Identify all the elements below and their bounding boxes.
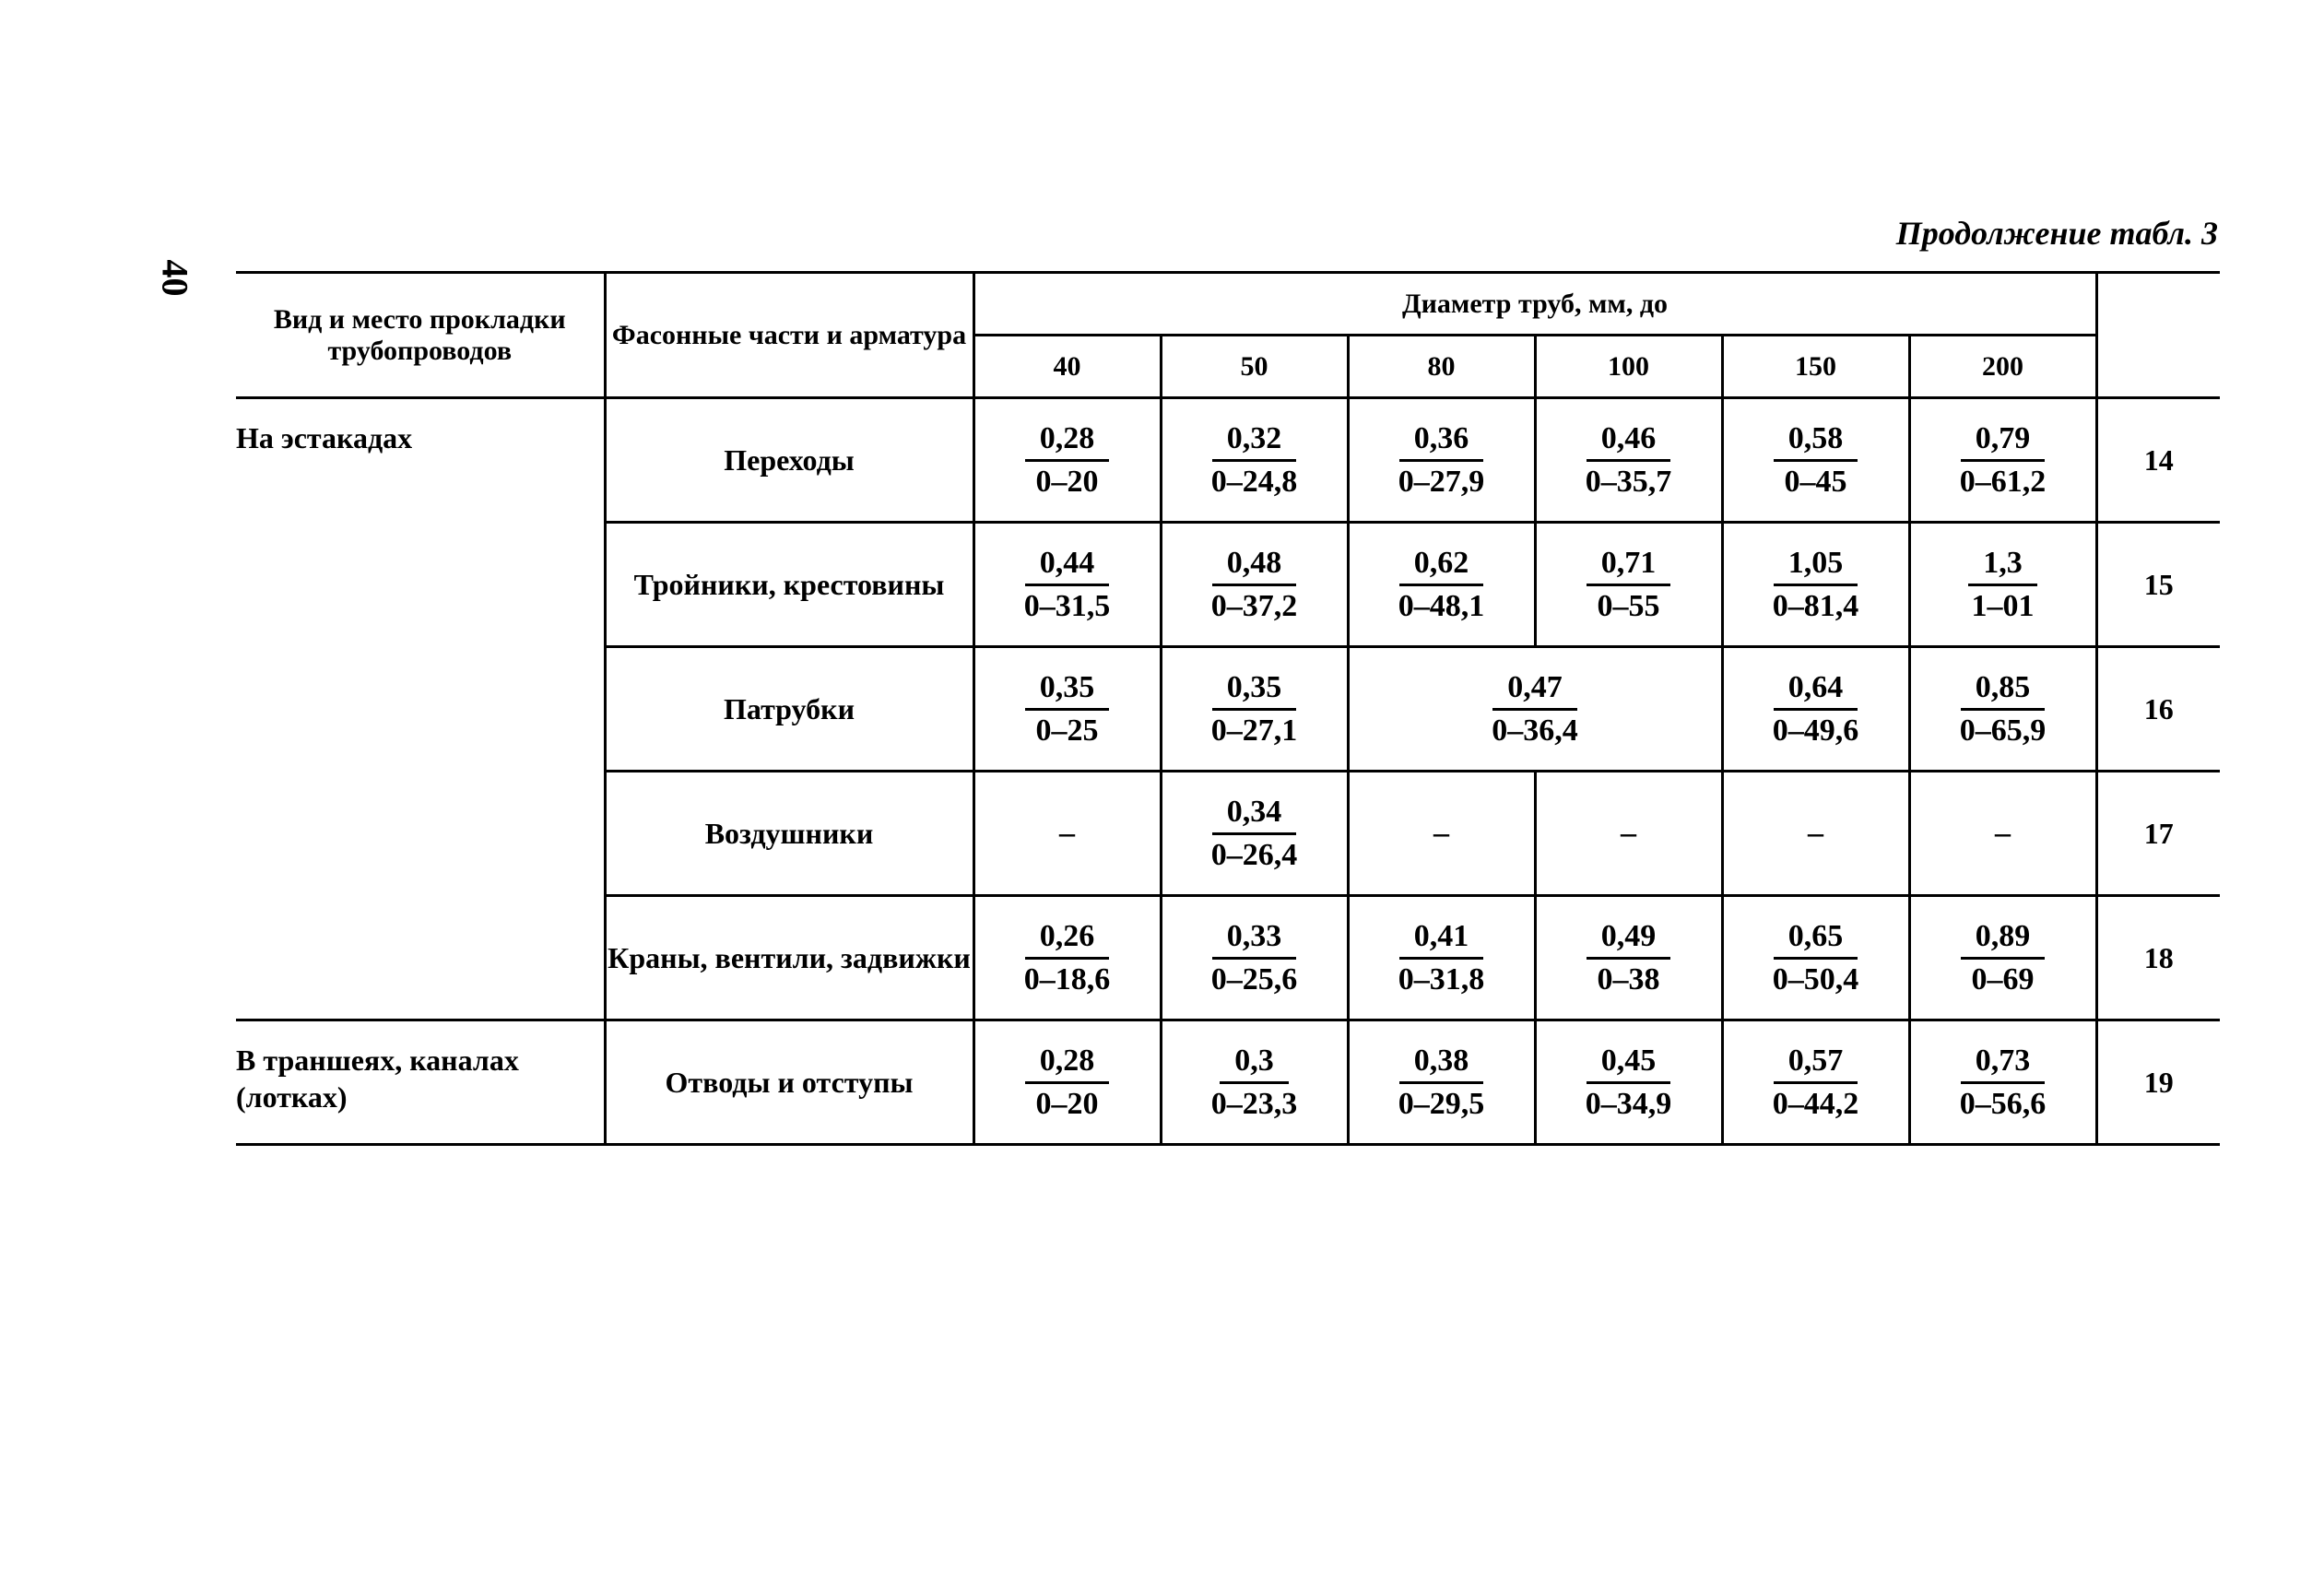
value-fraction: $\frac{0,28}{0-20}$: [1021, 419, 1114, 502]
empty-value-dash: –: [1433, 816, 1449, 850]
table-row: [236, 398, 2220, 523]
value-fraction: $\frac{0,26}{0-18,6}$: [1009, 916, 1126, 1000]
value-fraction: $\frac{0,73}{0-56,6}$: [1945, 1041, 2061, 1125]
header-kind: Вид и место прокладки трубопроводов: [236, 273, 605, 398]
header-diameter: Диаметр труб, мм, до: [973, 273, 2096, 336]
value-fraction: $\frac{0,89}{0-69}$: [1957, 916, 2049, 1000]
value-fraction: $\frac{0,33}{0-25,6}$: [1197, 916, 1313, 1000]
part-name: Отводы и отступы: [605, 1020, 973, 1145]
part-name: Тройники, крестовины: [605, 523, 973, 647]
value-fraction: $\frac{0,47}{0-36,4}$: [1477, 667, 1593, 751]
header-part: Фасонные части и арматура: [605, 273, 973, 398]
part-name: Воздушники: [605, 772, 973, 896]
value-fraction: $\frac{0,44}{0-31,5}$: [1009, 543, 1126, 627]
header-diameter-80: 80: [1348, 336, 1535, 398]
part-name: Краны, вентили, задвижки: [605, 896, 973, 1020]
page-number: 40: [154, 259, 196, 297]
row-index: 18: [2096, 896, 2220, 1020]
value-fraction: $\frac{0,35}{0-25}$: [1021, 667, 1114, 751]
header-index: [2096, 273, 2220, 398]
group-label: В траншеях, каналах (лотках): [236, 1020, 605, 1145]
value-fraction: $\frac{0,46}{0-35,7}$: [1571, 419, 1687, 502]
table-row: [236, 1020, 2220, 1145]
row-index: 17: [2096, 772, 2220, 896]
empty-value-dash: –: [1059, 816, 1075, 850]
header-diameter-50: 50: [1161, 336, 1348, 398]
value-fraction: $\frac{0,71}{0-55}$: [1583, 543, 1675, 627]
value-fraction: $\frac{0,38}{0-29,5}$: [1384, 1041, 1500, 1125]
value-fraction: $\frac{0,64}{0-49,6}$: [1758, 667, 1874, 751]
row-index: 16: [2096, 647, 2220, 772]
value-fraction: $\frac{0,79}{0-61,2}$: [1945, 419, 2061, 502]
value-fraction: $\frac{1,05}{0-81,4}$: [1758, 543, 1874, 627]
value-fraction: $\frac{0,32}{0-24,8}$: [1197, 419, 1313, 502]
row-index: 15: [2096, 523, 2220, 647]
value-fraction: $\frac{0,65}{0-50,4}$: [1758, 916, 1874, 1000]
value-fraction: $\frac{0,85}{0-65,9}$: [1945, 667, 2061, 751]
value-fraction: $\frac{0,48}{0-37,2}$: [1197, 543, 1313, 627]
empty-value-dash: –: [1808, 816, 1823, 850]
group-label: На эстакадах: [236, 398, 605, 1020]
empty-value-dash: –: [1995, 816, 2011, 850]
value-fraction: $\frac{0,34}{0-26,4}$: [1197, 792, 1313, 876]
value-fraction: $\frac{0,57}{0-44,2}$: [1758, 1041, 1874, 1125]
pipe-fittings-table: [236, 271, 2220, 1146]
header-diameter-40: 40: [973, 336, 1161, 398]
value-fraction: $\frac{0,49}{0-38}$: [1583, 916, 1675, 1000]
part-name: Переходы: [605, 398, 973, 523]
header-diameter-150: 150: [1722, 336, 1909, 398]
header-diameter-100: 100: [1535, 336, 1722, 398]
table-continuation-caption: Продолжение табл. 3: [1895, 215, 2218, 252]
row-index: 14: [2096, 398, 2220, 523]
value-fraction: $\frac{0,36}{0-27,9}$: [1384, 419, 1500, 502]
value-fraction: $\frac{0,35}{0-27,1}$: [1197, 667, 1313, 751]
value-fraction: $\frac{0,62}{0-48,1}$: [1384, 543, 1500, 627]
header-diameter-200: 200: [1909, 336, 2096, 398]
value-fraction: $\frac{1,3}{1-01}$: [1957, 543, 2049, 627]
value-fraction: $\frac{0,41}{0-31,8}$: [1384, 916, 1500, 1000]
value-fraction: $\frac{0,3}{0-23,3}$: [1197, 1041, 1313, 1125]
value-fraction: $\frac{0,45}{0-34,9}$: [1571, 1041, 1687, 1125]
row-index: 19: [2096, 1020, 2220, 1145]
empty-value-dash: –: [1621, 816, 1636, 850]
part-name: Патрубки: [605, 647, 973, 772]
value-fraction: $\frac{0,58}{0-45}$: [1770, 419, 1862, 502]
value-fraction: $\frac{0,28}{0-20}$: [1021, 1041, 1114, 1125]
